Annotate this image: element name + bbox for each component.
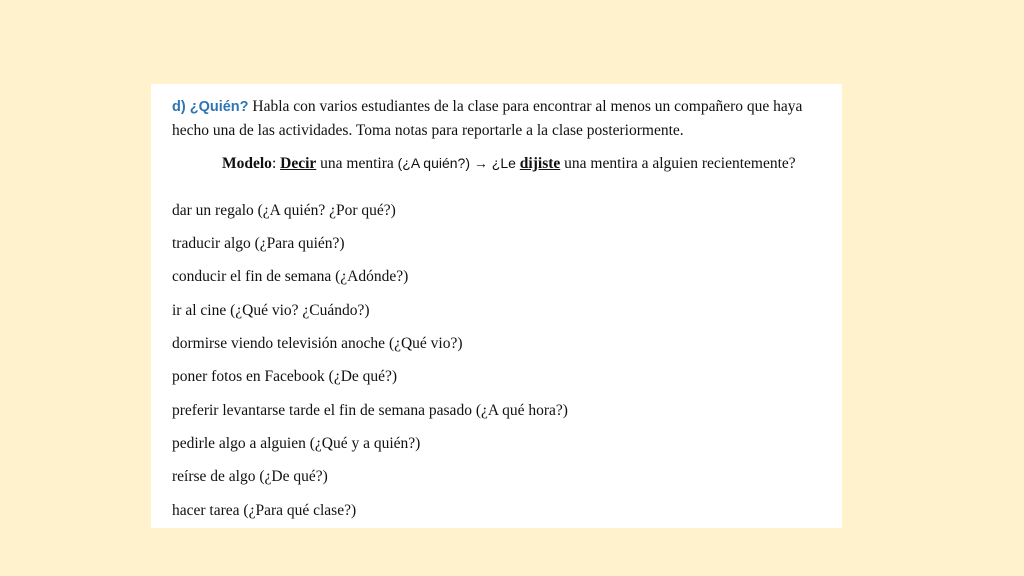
- document-page: [151, 84, 842, 528]
- model-verb-conjugated: dijiste: [519, 155, 561, 172]
- list-item: hacer tarea (¿Para qué clase?): [172, 502, 357, 519]
- list-item: dar un regalo (¿A quién? ¿Por qué?): [172, 202, 396, 219]
- list-item: poner fotos en Facebook (¿De qué?): [172, 368, 398, 385]
- list-item: pedirle algo a alguien (¿Qué y a quién?): [172, 435, 421, 452]
- model-colon: :: [271, 155, 281, 172]
- model-label: Modelo: [222, 155, 272, 172]
- list-item: preferir levantarse tarde el fin de semana pasado (¿A qué hora?): [172, 402, 568, 419]
- activity-instructions: [172, 95, 837, 143]
- list-item: traducir algo (¿Para quién?): [172, 235, 345, 252]
- activity-label: d) ¿Quién?: [172, 99, 249, 115]
- model-example: [222, 152, 796, 175]
- model-rest: una mentira a alguien recientemente?: [560, 155, 796, 172]
- model-verb: Decir: [280, 155, 317, 172]
- list-item: dormirse viendo televisión anoche (¿Qué vio?): [172, 335, 463, 352]
- model-question: (¿A quién?) → ¿Le: [397, 155, 520, 171]
- list-item: conducir el fin de semana (¿Adónde?): [172, 268, 409, 285]
- model-phrase: una mentira: [316, 155, 398, 172]
- list-item: ir al cine (¿Qué vio? ¿Cuándo?): [172, 302, 370, 319]
- activity-text: Habla con varios estudiantes de la clase para encontrar al menos un compañero que haya hecho una de las actividades. Toma notas para reportarle a la clase posteriormente.: [172, 98, 803, 139]
- list-item: reírse de algo (¿De qué?): [172, 468, 328, 485]
